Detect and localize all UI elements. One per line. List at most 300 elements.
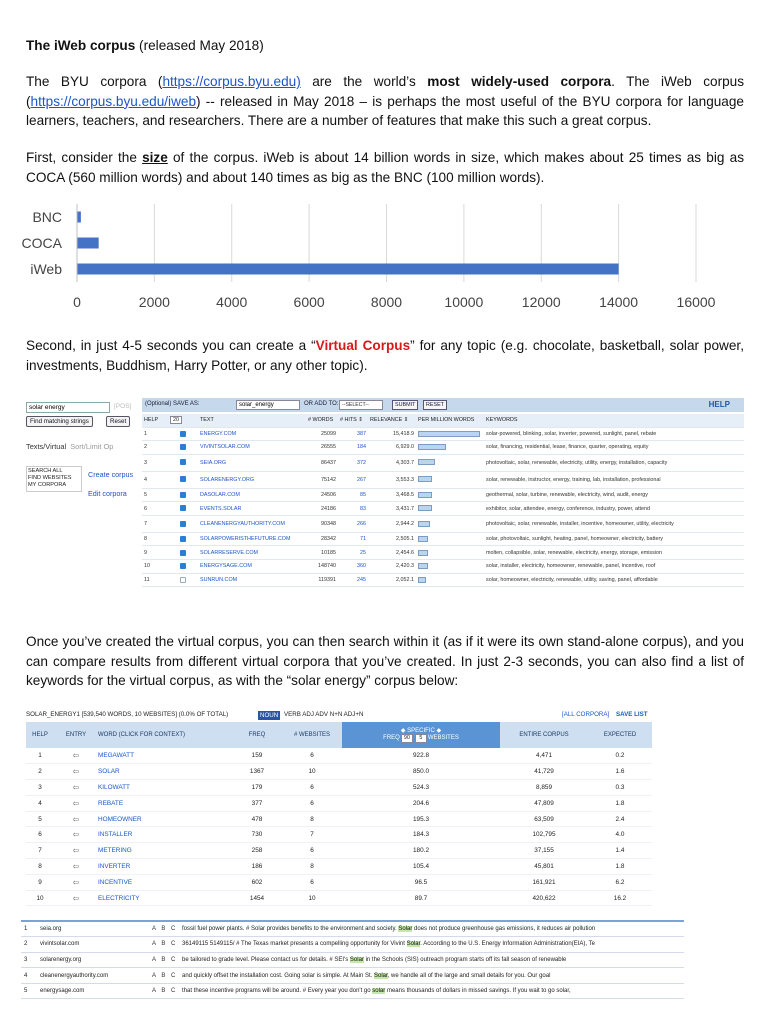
kwic-table xyxy=(21,920,684,999)
kw-specific: 850.0 xyxy=(342,764,500,780)
kwic-row[interactable] xyxy=(21,921,684,937)
kwic-number: 5 xyxy=(21,983,37,999)
word-count: 86437 xyxy=(306,454,338,471)
website-row[interactable] xyxy=(142,532,744,546)
kw-entire: 47,809 xyxy=(500,795,588,811)
hit-count[interactable]: 83 xyxy=(338,502,368,516)
x-tick-label: 8000 xyxy=(370,294,403,310)
website-row[interactable] xyxy=(142,502,744,516)
keywords: solar, renewable, instructor, energy, training, lab, installation, professional xyxy=(484,471,744,488)
kw-number: 7 xyxy=(26,843,54,859)
count-input[interactable]: 20 xyxy=(170,416,182,424)
relevance-score: 15,418.9 xyxy=(368,427,416,441)
keyword-row[interactable] xyxy=(26,874,652,890)
kw-entire: 420,622 xyxy=(500,890,588,906)
scope-my-corpora[interactable]: MY CORPORA xyxy=(28,482,67,489)
kw-freq: 179 xyxy=(232,780,282,796)
kwic-abc-links[interactable]: A B C xyxy=(149,983,179,999)
hit-count[interactable]: 184 xyxy=(338,441,368,455)
kw-freq: 1454 xyxy=(232,890,282,906)
kwic-site[interactable]: vivintsolar.com xyxy=(37,937,149,953)
keyword-row[interactable] xyxy=(26,859,652,875)
checkbox-icon[interactable] xyxy=(180,505,186,511)
col-text: TEXT xyxy=(198,414,306,427)
relevance-bar xyxy=(416,471,484,488)
entry-arrow-icon[interactable]: ⇦ xyxy=(54,859,98,875)
all-corpora-link[interactable]: [ALL CORPORA] xyxy=(562,711,610,718)
relevance-bar xyxy=(416,515,484,532)
help-link[interactable]: HELP xyxy=(708,400,730,409)
save-list-link[interactable]: SAVE LIST xyxy=(616,711,648,718)
entry-arrow-icon[interactable]: ⇦ xyxy=(54,843,98,859)
kwic-site[interactable]: seia.org xyxy=(37,921,149,937)
kw-word-link[interactable]: INSTALLER xyxy=(98,827,232,843)
specific-websites-input[interactable]: 5 xyxy=(415,734,427,743)
kw-word-link[interactable]: METERING xyxy=(98,843,232,859)
kw-number: 3 xyxy=(26,780,54,796)
website-row[interactable] xyxy=(142,471,744,488)
reset-button[interactable]: Reset xyxy=(106,416,130,427)
website-row[interactable] xyxy=(142,441,744,455)
kwic-post: . According to the U.S. Energy Information Administration(EIA), Te xyxy=(420,941,595,948)
relevance-bar xyxy=(416,427,484,441)
keyword-row[interactable] xyxy=(26,748,652,764)
kw-freq: 186 xyxy=(232,859,282,875)
col-pmw: PER MILLION WORDS xyxy=(416,414,484,427)
word-count: 75142 xyxy=(306,471,338,488)
relevance-score: 2,944.2 xyxy=(368,515,416,532)
website-table xyxy=(142,414,744,587)
keywords: solar, homeowner, electricity, renewable, utility, saving, panel, affordable xyxy=(484,573,744,587)
kw-expected: 6.2 xyxy=(588,874,652,890)
col-hits[interactable]: # HITS ⇕ xyxy=(338,414,368,427)
kwic-context xyxy=(179,921,684,937)
kw-websites: 10 xyxy=(282,890,342,906)
entry-arrow-icon[interactable]: ⇦ xyxy=(54,748,98,764)
corpus-link[interactable]: https://corpus.byu.edu) xyxy=(162,74,301,89)
iweb-link[interactable]: https://corpus.byu.edu/iweb xyxy=(30,93,197,109)
entry-arrow-icon[interactable]: ⇦ xyxy=(54,764,98,780)
size-text: of the corpus. iWeb is about 14 billion words in size, which makes about 25 times as big as COCA (560 million words) and about 140 times as big as the BNC (100 million words). xyxy=(26,150,744,185)
checkbox-icon[interactable] xyxy=(180,536,186,542)
keyword-table xyxy=(26,722,652,906)
keywords: molten, collapsible, solar, renewable, electricity, energy, storage, emission xyxy=(484,546,744,560)
kwic-context xyxy=(179,968,684,984)
relevance-bar-fill xyxy=(418,577,426,583)
pos-label: [POS] xyxy=(114,403,132,410)
relevance-score: 3,468.5 xyxy=(368,488,416,502)
word-count: 26555 xyxy=(306,441,338,455)
create-corpus-link[interactable]: Create corpus xyxy=(88,470,134,479)
col-relevance[interactable]: RELEVANCE ⇕ xyxy=(368,414,416,427)
kw-word-link[interactable]: MEGAWATT xyxy=(98,748,232,764)
kw-freq: 159 xyxy=(232,748,282,764)
kw-entire: 161,921 xyxy=(500,874,588,890)
keyword-header xyxy=(26,708,652,720)
kwic-row[interactable] xyxy=(21,983,684,999)
edit-corpora-link[interactable]: Edit corpora xyxy=(88,489,127,498)
keyword-row[interactable] xyxy=(26,780,652,796)
website-link[interactable]: CLEANENERGYAUTHORITY.COM xyxy=(198,515,306,532)
website-row[interactable] xyxy=(142,546,744,560)
row-number: 4 xyxy=(142,471,168,488)
kw-entire: 37,155 xyxy=(500,843,588,859)
kwic-site[interactable]: solarenergy.org xyxy=(37,952,149,968)
hit-count[interactable]: 360 xyxy=(338,560,368,574)
reset-save-button[interactable]: RESET xyxy=(423,400,447,410)
specific-label: SPECIFIC xyxy=(407,728,435,734)
relevance-bar xyxy=(416,546,484,560)
row-checkbox[interactable] xyxy=(168,488,198,502)
kw-word-link[interactable]: INCENTIVE xyxy=(98,874,232,890)
kwic-hit[interactable]: Solar xyxy=(373,972,388,979)
kw-col-specific xyxy=(342,722,500,748)
row-number: 8 xyxy=(142,532,168,546)
keyword-row[interactable] xyxy=(26,843,652,859)
kwic-row[interactable] xyxy=(21,968,684,984)
kw-expected: 0.2 xyxy=(588,748,652,764)
kw-specific: 105.4 xyxy=(342,859,500,875)
kw-entire: 8,859 xyxy=(500,780,588,796)
col-words[interactable]: # WORDS xyxy=(306,414,338,427)
submit-button[interactable]: SUBMIT xyxy=(392,400,418,410)
x-tick-label: 14000 xyxy=(599,294,639,310)
hit-count[interactable]: 85 xyxy=(338,488,368,502)
row-number: 5 xyxy=(142,488,168,502)
row-checkbox[interactable] xyxy=(168,441,198,455)
website-link[interactable]: ENERGYSAGE.COM xyxy=(198,560,306,574)
row-checkbox[interactable] xyxy=(168,546,198,560)
relevance-bar xyxy=(416,502,484,516)
relevance-bar-fill xyxy=(418,459,435,465)
kw-col-websites[interactable]: # WEBSITES xyxy=(282,722,342,748)
specific-freq-label: FREQ xyxy=(383,735,400,741)
kwic-abc-links[interactable]: A B C xyxy=(149,921,179,937)
kwic-number: 4 xyxy=(21,968,37,984)
word-count: 25099 xyxy=(306,427,338,441)
keyword-row[interactable] xyxy=(26,827,652,843)
row-checkbox[interactable] xyxy=(168,573,198,587)
keywords: photovoltaic, solar, renewable, electricity, utility, energy, installation, capacity xyxy=(484,454,744,471)
entry-arrow-icon[interactable]: ⇦ xyxy=(54,890,98,906)
tab-sort-limit[interactable]: Sort/Limit Op xyxy=(70,442,114,451)
keywords: exhibitor, solar, attendee, energy, conference, industry, power, attend xyxy=(484,502,744,516)
entry-arrow-icon[interactable]: ⇦ xyxy=(54,795,98,811)
kw-websites: 8 xyxy=(282,859,342,875)
kw-expected: 1.8 xyxy=(588,795,652,811)
website-link[interactable]: SEIA.ORG xyxy=(198,454,306,471)
save-bar xyxy=(142,398,744,412)
relevance-bar xyxy=(416,454,484,471)
relevance-bar-fill xyxy=(418,431,480,437)
hit-count[interactable]: 266 xyxy=(338,515,368,532)
kwic-post: does not produce greenhouse gas emissions, it reduces air pollution xyxy=(412,926,596,933)
tab-texts-virtual[interactable]: Texts/Virtual xyxy=(26,442,67,451)
kw-word-link[interactable]: ELECTRICITY xyxy=(98,890,232,906)
specific-freq-input[interactable]: 90 xyxy=(401,734,413,743)
keywords: geothermal, solar, turbine, renewable, electricity, wind, audit, energy xyxy=(484,488,744,502)
kwic-hit[interactable]: Solar xyxy=(398,926,413,933)
virtual-text: Second, in just 4-5 seconds you can create a “ xyxy=(26,338,316,353)
kw-word-link[interactable]: HOMEOWNER xyxy=(98,811,232,827)
checkbox-icon[interactable] xyxy=(180,492,186,498)
kw-number: 8 xyxy=(26,859,54,875)
kw-specific: 184.3 xyxy=(342,827,500,843)
website-row[interactable] xyxy=(142,560,744,574)
row-checkbox[interactable] xyxy=(168,532,198,546)
kw-specific: 204.6 xyxy=(342,795,500,811)
bar-coca xyxy=(77,238,99,249)
website-link[interactable]: SOLARRESERVE.COM xyxy=(198,546,306,560)
kw-specific: 180.2 xyxy=(342,843,500,859)
kw-col-entire[interactable]: ENTIRE CORPUS xyxy=(500,722,588,748)
hit-count[interactable]: 71 xyxy=(338,532,368,546)
kw-websites: 7 xyxy=(282,827,342,843)
kwic-context xyxy=(179,937,684,953)
kwic-pre: 36149115 5149115/ # The Texas market presents a compelling opportunity for Vivint xyxy=(182,941,407,948)
kwic-hit[interactable]: Solar xyxy=(349,956,364,963)
relevance-score: 4,303.7 xyxy=(368,454,416,471)
intro-text: The BYU corpora ( xyxy=(26,74,163,89)
relevance-bar xyxy=(416,488,484,502)
x-tick-label: 2000 xyxy=(138,294,170,310)
keyword-row[interactable] xyxy=(26,795,652,811)
x-tick-label: 16000 xyxy=(676,294,716,310)
y-category-label: BNC xyxy=(32,209,62,225)
website-link[interactable]: DASOLAR.COM xyxy=(198,488,306,502)
kw-number: 1 xyxy=(26,748,54,764)
word-count: 24506 xyxy=(306,488,338,502)
x-tick-label: 12000 xyxy=(521,294,561,310)
intro-text: . The iWeb corpus ( xyxy=(26,74,745,109)
keywords: solar-powered, blinking, solar, inverter, powered, sunlight, panel, rebate xyxy=(484,427,744,441)
keyword-row[interactable] xyxy=(26,890,652,906)
virtual-text: ” for any topic (e.g. chocolate, basketball, solar power, investments, Buddhism, Harry Potter, or any other topic). xyxy=(26,338,744,373)
checkbox-icon[interactable] xyxy=(180,521,186,527)
heading-bold: The iWeb corpus xyxy=(26,38,136,53)
kwic-site[interactable]: energysage.com xyxy=(37,983,149,999)
kwic-abc-links[interactable]: A B C xyxy=(149,952,179,968)
keywords: solar, photovoltaic, sunlight, heating, panel, homeowner, electricity, battery xyxy=(484,532,744,546)
row-checkbox[interactable] xyxy=(168,502,198,516)
kw-expected: 1.4 xyxy=(588,843,652,859)
save-as-input[interactable] xyxy=(236,400,300,410)
hit-count[interactable]: 267 xyxy=(338,471,368,488)
website-link[interactable]: SOLARENERGY.ORG xyxy=(198,471,306,488)
row-checkbox[interactable] xyxy=(168,471,198,488)
intro-text: ) -- released in May 2018 – is perhaps the most useful of the BYU corpora for language learners, teachers, and researchers. There are a number of features that make this such a great corpus. xyxy=(26,93,744,129)
kwic-row[interactable] xyxy=(21,937,684,953)
row-number: 6 xyxy=(142,502,168,516)
kw-word-link[interactable]: SOLAR xyxy=(98,764,232,780)
hit-count[interactable]: 25 xyxy=(338,546,368,560)
kw-freq: 730 xyxy=(232,827,282,843)
keywords: solar, installer, electricity, homeowner, renewable, panel, incentive, roof xyxy=(484,560,744,574)
entry-arrow-icon[interactable]: ⇦ xyxy=(54,827,98,843)
kw-col-entry: ENTRY xyxy=(54,722,98,748)
intro-text: are the world’s xyxy=(300,74,428,89)
corpus-size-chart xyxy=(21,196,744,320)
specific-websites-label: WEBSITES xyxy=(427,735,459,741)
kw-col-expected[interactable]: EXPECTED xyxy=(588,722,652,748)
website-row[interactable] xyxy=(142,515,744,532)
corpus-summary: SOLAR_ENERGY1 [539,540 WORDS, 10 WEBSITES] (0.0% OF TOTAL) xyxy=(26,711,229,718)
entry-arrow-icon[interactable]: ⇦ xyxy=(54,874,98,890)
col-help[interactable]: HELP xyxy=(142,414,168,427)
scope-find-websites[interactable]: FIND WEBSITES xyxy=(28,475,72,482)
kw-specific: 96.5 xyxy=(342,874,500,890)
website-link[interactable]: SOLARPOWERISTHEFUTURE.COM xyxy=(198,532,306,546)
kw-number: 10 xyxy=(26,890,54,906)
kwic-number: 2 xyxy=(21,937,37,953)
kw-websites: 8 xyxy=(282,811,342,827)
word-count: 24186 xyxy=(306,502,338,516)
kw-freq: 478 xyxy=(232,811,282,827)
kw-websites: 6 xyxy=(282,843,342,859)
y-category-label: iWeb xyxy=(30,261,62,277)
intro-paragraph xyxy=(26,72,744,131)
kw-freq: 377 xyxy=(232,795,282,811)
kwic-hit[interactable]: solar xyxy=(372,988,386,995)
kwic-row[interactable] xyxy=(21,952,684,968)
kwic-abc-links[interactable]: A B C xyxy=(149,937,179,953)
checkbox-icon[interactable] xyxy=(180,550,186,556)
website-link[interactable]: VIVINTSOLAR.COM xyxy=(198,441,306,455)
hit-count[interactable]: 245 xyxy=(338,573,368,587)
col-keywords: KEYWORDS xyxy=(484,414,744,427)
row-number: 3 xyxy=(142,454,168,471)
row-number: 10 xyxy=(142,560,168,574)
entry-arrow-icon[interactable]: ⇦ xyxy=(54,811,98,827)
relevance-score: 2,052.1 xyxy=(368,573,416,587)
relevance-bar-fill xyxy=(418,563,428,569)
kwic-site[interactable]: cleanenergyauthority.com xyxy=(37,968,149,984)
x-tick-label: 4000 xyxy=(216,294,248,310)
relevance-score: 3,553.3 xyxy=(368,471,416,488)
kw-specific: 524.3 xyxy=(342,780,500,796)
checkbox-icon[interactable] xyxy=(180,476,186,482)
kw-number: 2 xyxy=(26,764,54,780)
hit-count[interactable]: 387 xyxy=(338,427,368,441)
page-heading xyxy=(26,36,744,56)
keyword-row[interactable] xyxy=(26,764,652,780)
relevance-bar-fill xyxy=(418,550,428,556)
kwic-hit[interactable]: Solar xyxy=(406,941,421,948)
kw-specific: 195.3 xyxy=(342,811,500,827)
entry-arrow-icon[interactable]: ⇦ xyxy=(54,780,98,796)
search-input[interactable] xyxy=(26,402,110,413)
kwic-pre: that these incentive programs will be around. # Every year you don't go xyxy=(182,988,373,995)
website-link[interactable]: ENERGY.COM xyxy=(198,427,306,441)
row-number: 9 xyxy=(142,546,168,560)
pos-noun-tab[interactable]: NOUN xyxy=(260,712,279,719)
relevance-score: 2,505.1 xyxy=(368,532,416,546)
arrow-up-icon[interactable]: ◆ xyxy=(400,728,406,734)
kwic-pre: and quickly offset the installation cost. Going solar is simple. At Main St. xyxy=(182,972,374,979)
website-link[interactable]: SUNRUN.COM xyxy=(198,573,306,587)
search-panel xyxy=(26,396,140,614)
row-number: 11 xyxy=(142,573,168,587)
website-row[interactable] xyxy=(142,488,744,502)
kwic-post: , we handle all of the large and small details for you. Our goal xyxy=(387,972,551,979)
find-matching-button[interactable]: Find matching strings xyxy=(26,416,93,427)
kwic-number: 3 xyxy=(21,952,37,968)
row-checkbox[interactable] xyxy=(168,515,198,532)
word-count: 148740 xyxy=(306,560,338,574)
website-row[interactable] xyxy=(142,454,744,471)
keyword-row[interactable] xyxy=(26,811,652,827)
x-tick-label: 6000 xyxy=(293,294,325,310)
bar-iweb xyxy=(77,264,619,275)
checkbox-icon[interactable] xyxy=(180,444,186,450)
checkbox-icon[interactable] xyxy=(180,459,186,465)
relevance-bar-fill xyxy=(418,521,430,527)
relevance-bar-fill xyxy=(418,476,432,482)
search-scope-list xyxy=(26,466,82,492)
y-category-label: COCA xyxy=(21,235,62,251)
kw-word-link[interactable]: INVERTER xyxy=(98,859,232,875)
add-to-select[interactable]: --SELECT-- xyxy=(339,400,383,410)
row-checkbox[interactable] xyxy=(168,454,198,471)
kw-freq: 258 xyxy=(232,843,282,859)
kw-entire: 102,795 xyxy=(500,827,588,843)
arrow-down-icon[interactable]: ◆ xyxy=(436,728,442,734)
save-as-label: (Optional) SAVE AS: xyxy=(145,401,200,407)
kw-col-freq[interactable]: FREQ xyxy=(232,722,282,748)
website-link[interactable]: EVENTS.SOLAR xyxy=(198,502,306,516)
kw-word-link[interactable]: REBATE xyxy=(98,795,232,811)
row-checkbox[interactable] xyxy=(168,560,198,574)
kwic-context xyxy=(179,952,684,968)
website-row[interactable] xyxy=(142,573,744,587)
word-count: 119391 xyxy=(306,573,338,587)
kw-entire: 45,801 xyxy=(500,859,588,875)
kw-expected: 4.0 xyxy=(588,827,652,843)
kw-number: 6 xyxy=(26,827,54,843)
checkbox-icon[interactable] xyxy=(180,431,186,437)
kw-specific: 922.8 xyxy=(342,748,500,764)
checkbox-icon[interactable] xyxy=(180,577,186,583)
kw-websites: 6 xyxy=(282,780,342,796)
tab-bar xyxy=(26,442,113,451)
kw-word-link[interactable]: KILOWATT xyxy=(98,780,232,796)
website-row[interactable] xyxy=(142,427,744,441)
kw-websites: 10 xyxy=(282,764,342,780)
row-checkbox[interactable] xyxy=(168,427,198,441)
kwic-post: means thousands of dollars in missed savings. If you wait to go solar, xyxy=(385,988,571,995)
kwic-abc-links[interactable]: A B C xyxy=(149,968,179,984)
row-number: 7 xyxy=(142,515,168,532)
kw-specific: 89.7 xyxy=(342,890,500,906)
add-to-label: OR ADD TO: xyxy=(304,401,339,407)
kw-expected: 1.6 xyxy=(588,764,652,780)
scope-search-all[interactable]: SEARCH ALL xyxy=(28,468,63,474)
kw-col-help[interactable]: HELP xyxy=(26,722,54,748)
size-bold: size xyxy=(142,150,168,165)
word-count: 10185 xyxy=(306,546,338,560)
relevance-score: 2,420.3 xyxy=(368,560,416,574)
kw-websites: 6 xyxy=(282,748,342,764)
relevance-bar-fill xyxy=(418,492,432,498)
relevance-score: 6,929.0 xyxy=(368,441,416,455)
checkbox-icon[interactable] xyxy=(180,563,186,569)
hit-count[interactable]: 372 xyxy=(338,454,368,471)
pos-other-tabs[interactable]: VERB ADJ ADV N+N ADJ+N xyxy=(284,711,364,718)
kw-expected: 2.4 xyxy=(588,811,652,827)
row-number: 1 xyxy=(142,427,168,441)
keywords: photovoltaic, solar, renewable, installer, incentive, homeowner, utility, electricity xyxy=(484,515,744,532)
relevance-bar-fill xyxy=(418,505,432,511)
